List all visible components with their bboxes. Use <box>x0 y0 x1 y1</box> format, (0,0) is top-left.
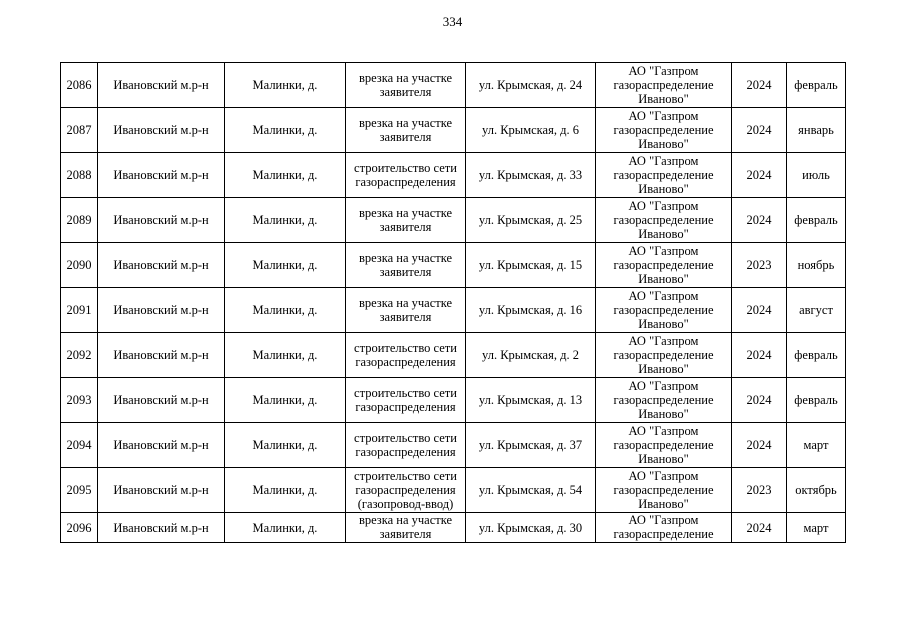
settlement-cell: Малинки, д. <box>225 288 346 333</box>
year-cell: 2024 <box>732 108 787 153</box>
row-number: 2094 <box>61 423 98 468</box>
table-row <box>61 333 846 378</box>
organization-cell: АО "Газпром газораспределение Иваново" <box>596 108 732 153</box>
table-row <box>61 63 846 108</box>
table-row <box>61 513 846 543</box>
settlement-cell: Малинки, д. <box>225 243 346 288</box>
work-type-cell: врезка на участке заявителя <box>346 198 466 243</box>
organization-cell: АО "Газпром газораспределение Иваново" <box>596 198 732 243</box>
address-cell: ул. Крымская, д. 33 <box>466 153 596 198</box>
work-type-cell: врезка на участке заявителя <box>346 513 466 543</box>
month-cell: ноябрь <box>787 243 846 288</box>
settlement-cell: Малинки, д. <box>225 153 346 198</box>
settlement-cell: Малинки, д. <box>225 108 346 153</box>
year-cell: 2024 <box>732 63 787 108</box>
table-row <box>61 153 846 198</box>
work-type-cell: врезка на участке заявителя <box>346 108 466 153</box>
address-cell: ул. Крымская, д. 30 <box>466 513 596 543</box>
organization-cell: АО "Газпром газораспределение Иваново" <box>596 333 732 378</box>
year-cell: 2024 <box>732 513 787 543</box>
row-number: 2089 <box>61 198 98 243</box>
page-number: 334 <box>442 14 463 29</box>
settlement-cell: Малинки, д. <box>225 468 346 513</box>
district-cell: Ивановский м.р-н <box>98 108 225 153</box>
work-type-cell: строительство сети газораспределения (газопровод-ввод) <box>346 468 466 513</box>
organization-cell: АО "Газпром газораспределение Иваново" <box>596 153 732 198</box>
table-row <box>61 243 846 288</box>
address-cell: ул. Крымская, д. 25 <box>466 198 596 243</box>
month-cell: февраль <box>787 333 846 378</box>
year-cell: 2024 <box>732 153 787 198</box>
month-cell: февраль <box>787 63 846 108</box>
district-cell: Ивановский м.р-н <box>98 198 225 243</box>
month-cell: январь <box>787 108 846 153</box>
year-cell: 2024 <box>732 198 787 243</box>
organization-cell: АО "Газпром газораспределение Иваново" <box>596 63 732 108</box>
month-cell: февраль <box>787 198 846 243</box>
settlement-cell: Малинки, д. <box>225 423 346 468</box>
row-number: 2091 <box>61 288 98 333</box>
year-cell: 2023 <box>732 468 787 513</box>
month-cell: июль <box>787 153 846 198</box>
address-cell: ул. Крымская, д. 13 <box>466 378 596 423</box>
table-row <box>61 288 846 333</box>
year-cell: 2023 <box>732 243 787 288</box>
table-row <box>61 468 846 513</box>
table-row <box>61 378 846 423</box>
district-cell: Ивановский м.р-н <box>98 513 225 543</box>
settlement-cell: Малинки, д. <box>225 378 346 423</box>
year-cell: 2024 <box>732 423 787 468</box>
month-cell: октябрь <box>787 468 846 513</box>
organization-cell: АО "Газпром газораспределение Иваново" <box>596 468 732 513</box>
row-number: 2093 <box>61 378 98 423</box>
year-cell: 2024 <box>732 288 787 333</box>
table-row <box>61 423 846 468</box>
month-cell: март <box>787 513 846 543</box>
settlement-cell: Малинки, д. <box>225 63 346 108</box>
work-type-cell: строительство сети газораспределения <box>346 333 466 378</box>
row-number: 2095 <box>61 468 98 513</box>
year-cell: 2024 <box>732 378 787 423</box>
gasification-table <box>60 62 846 543</box>
district-cell: Ивановский м.р-н <box>98 63 225 108</box>
work-type-cell: врезка на участке заявителя <box>346 63 466 108</box>
address-cell: ул. Крымская, д. 15 <box>466 243 596 288</box>
year-cell: 2024 <box>732 333 787 378</box>
work-type-cell: строительство сети газораспределения <box>346 423 466 468</box>
organization-cell: АО "Газпром газораспределение Иваново" <box>596 378 732 423</box>
month-cell: август <box>787 288 846 333</box>
settlement-cell: Малинки, д. <box>225 513 346 543</box>
organization-cell: АО "Газпром газораспределение Иваново" <box>596 288 732 333</box>
work-type-cell: врезка на участке заявителя <box>346 243 466 288</box>
district-cell: Ивановский м.р-н <box>98 378 225 423</box>
organization-cell: АО "Газпром газораспределение Иваново" <box>596 423 732 468</box>
organization-cell: АО "Газпром газораспределение Иваново" <box>596 243 732 288</box>
row-number: 2087 <box>61 108 98 153</box>
month-cell: март <box>787 423 846 468</box>
district-cell: Ивановский м.р-н <box>98 423 225 468</box>
row-number: 2096 <box>61 513 98 543</box>
row-number: 2086 <box>61 63 98 108</box>
district-cell: Ивановский м.р-н <box>98 288 225 333</box>
address-cell: ул. Крымская, д. 6 <box>466 108 596 153</box>
address-cell: ул. Крымская, д. 37 <box>466 423 596 468</box>
address-cell: ул. Крымская, д. 16 <box>466 288 596 333</box>
settlement-cell: Малинки, д. <box>225 198 346 243</box>
address-cell: ул. Крымская, д. 24 <box>466 63 596 108</box>
district-cell: Ивановский м.р-н <box>98 243 225 288</box>
address-cell: ул. Крымская, д. 2 <box>466 333 596 378</box>
settlement-cell: Малинки, д. <box>225 333 346 378</box>
work-type-cell: строительство сети газораспределения <box>346 378 466 423</box>
row-number: 2088 <box>61 153 98 198</box>
month-cell: февраль <box>787 378 846 423</box>
row-number: 2090 <box>61 243 98 288</box>
row-number: 2092 <box>61 333 98 378</box>
district-cell: Ивановский м.р-н <box>98 153 225 198</box>
table-row <box>61 198 846 243</box>
table-row <box>61 108 846 153</box>
district-cell: Ивановский м.р-н <box>98 468 225 513</box>
address-cell: ул. Крымская, д. 54 <box>466 468 596 513</box>
organization-cell: АО "Газпром газораспределение <box>596 513 732 543</box>
work-type-cell: врезка на участке заявителя <box>346 288 466 333</box>
district-cell: Ивановский м.р-н <box>98 333 225 378</box>
work-type-cell: строительство сети газораспределения <box>346 153 466 198</box>
